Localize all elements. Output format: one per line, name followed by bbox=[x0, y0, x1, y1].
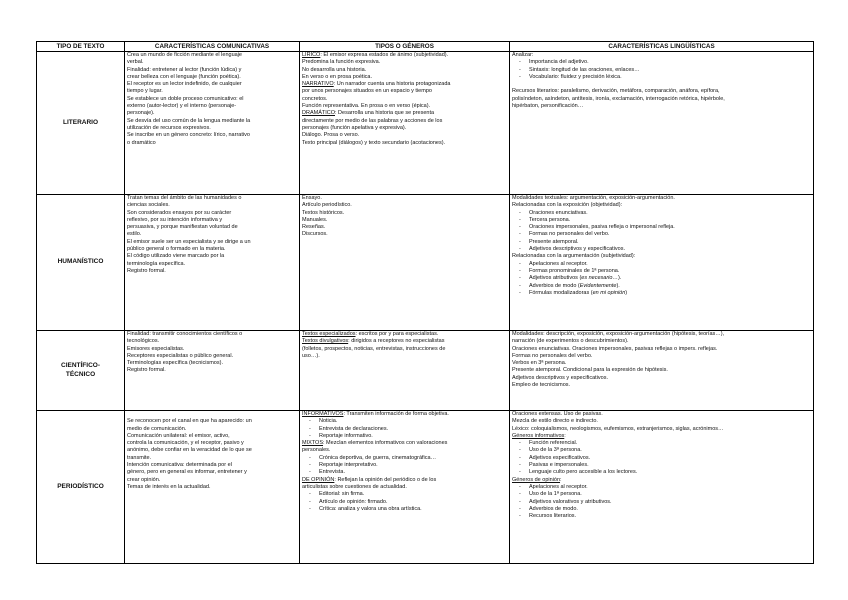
type-literario: LITERARIO bbox=[37, 52, 125, 195]
row-cientifico bbox=[37, 331, 814, 411]
text-line: Recursos literarios: paralelismo, derivación, metáfora, comparación, anáfora, epífora, bbox=[512, 88, 720, 95]
type-cientifico bbox=[37, 331, 125, 411]
text-line: Se inscribe en un género concreto: lírico, narrativo bbox=[127, 132, 250, 139]
text-line: crear opinión. bbox=[127, 476, 161, 483]
cientifico-linguisticas bbox=[510, 331, 814, 411]
text-line: ciencias sociales. bbox=[127, 202, 170, 209]
list-item bbox=[512, 283, 811, 290]
text-line: Tratan temas del ámbito de las humanidades o bbox=[127, 195, 242, 201]
text-line: polisíndeton, asíndeton, antítesis, ironía, exclamación, interrogación retórica, hipérbole, bbox=[512, 95, 725, 102]
list-item: - Lenguaje culto pero accesible a los lectores. bbox=[512, 469, 811, 476]
form-text: Fórmulas modalizadoras ( bbox=[529, 289, 593, 296]
text-line: personaje). bbox=[127, 110, 155, 117]
mixtos-text: : Mezclan elementos informativos con valoraciones bbox=[323, 440, 448, 447]
header-comunicativas: CARACTERÍSTICAS COMUNICATIVAS bbox=[125, 42, 300, 52]
header-linguisticas: CARACTERÍSTICAS LINGÜÍSTICAS bbox=[510, 42, 814, 52]
row-periodistico bbox=[37, 411, 814, 564]
especializados-text: : escritos por y para especialistas. bbox=[355, 331, 439, 337]
list-item: - Presente atemporal. bbox=[512, 239, 811, 246]
adj-close: ). bbox=[617, 275, 622, 282]
text-line: o dramático bbox=[127, 139, 156, 146]
list-item: - Recursos literarios. bbox=[512, 513, 811, 520]
list-item: - Crónica deportiva, de guerra, cinematográfica… bbox=[302, 455, 507, 462]
text-line: Diálogo. Prosa o verso. bbox=[302, 132, 360, 139]
text-line: Se establece un doble proceso comunicativo: el bbox=[127, 95, 244, 102]
text-line: por unos personajes situados en un espacio y tiempo bbox=[302, 88, 432, 95]
text-line: público general o formado en la materia. bbox=[127, 246, 226, 253]
text-line: Adjetivos descriptivos y especificativos. bbox=[512, 374, 608, 381]
genre-item: Reseñas. bbox=[302, 224, 326, 231]
text-line: Terminologías específica (tecnicismos). bbox=[127, 360, 223, 367]
lirico-line bbox=[302, 52, 507, 59]
especializados-line bbox=[302, 331, 507, 338]
text-line: terminología específica. bbox=[127, 260, 186, 267]
text-line: concretos. bbox=[302, 95, 328, 102]
text-line: Oraciones extensas. Uso de pasivas. bbox=[512, 411, 603, 417]
genre-item: Manuales. bbox=[302, 216, 328, 223]
text-line: uso…). bbox=[302, 352, 320, 359]
text-line: Presente atemporal. Condicional para la expresión de hipótesis. bbox=[512, 367, 668, 374]
text-line: Verbos en 3ª persona. bbox=[512, 360, 567, 367]
divulgativos-label: Textos divulgativos bbox=[302, 338, 349, 345]
opinion-text: : Reflejan la opinión del periódico o de los bbox=[334, 476, 437, 483]
text-line: medio de comunicación. bbox=[127, 425, 187, 432]
text-line: Temas de interés en la actualidad. bbox=[127, 483, 211, 490]
list-item: - Función referencial. bbox=[512, 440, 811, 447]
text-line: estilo. bbox=[127, 231, 142, 238]
text-line: tiempo y lugar. bbox=[127, 88, 163, 95]
text-line: Relacionadas con la exposición (objetividad): bbox=[512, 202, 623, 209]
text-line: Receptores especialistas o público general. bbox=[127, 352, 234, 359]
dramatico-label: DRAMÁTICO bbox=[302, 110, 335, 117]
colon: : bbox=[560, 476, 562, 483]
list-item: - Adjetivos descriptivos y especificativos. bbox=[512, 246, 811, 253]
adv-close: ). bbox=[616, 282, 620, 289]
text-line: Registro formal. bbox=[127, 267, 166, 274]
header-tipo: TIPO DE TEXTO bbox=[37, 42, 125, 52]
text-line: personales. bbox=[302, 447, 331, 454]
generos-informativos-label: Géneros informativos bbox=[512, 432, 565, 439]
list-item: - Artículo de opinión: firmado. bbox=[302, 499, 507, 506]
periodistico-generos bbox=[300, 411, 510, 564]
type-humanistico: HUMANÍSTICO bbox=[37, 195, 125, 331]
list-item: - Editorial: sin firma. bbox=[302, 491, 507, 498]
adj-example: es necesario… bbox=[581, 275, 618, 282]
row-humanistico bbox=[37, 195, 814, 331]
adv-text: Adverbios de modo ( bbox=[529, 282, 580, 289]
text-line: narración (de experimentos o descubrimientos). bbox=[512, 338, 629, 345]
text-line: hipérbaton, personificación… bbox=[512, 103, 584, 110]
list-item: - Entrevista. bbox=[302, 469, 507, 476]
type-periodistico: PERIODÍSTICO bbox=[37, 411, 125, 564]
text-line: género, pero en general es informar, entretener y bbox=[127, 469, 247, 476]
text-line: personajes (función apelativa y expresiva). bbox=[302, 124, 407, 131]
text-line: Modalidades: descripción, exposición, exposición-argumentación (hipótesis, teorías…), bbox=[512, 331, 725, 337]
cientifico-generos bbox=[300, 331, 510, 411]
text-line: Finalidad: entretener al lector (función lúdica) y bbox=[127, 66, 242, 73]
list-item: - Adjetivos valorativos y atributivos. bbox=[512, 499, 811, 506]
list-item: - Tercera persona. bbox=[512, 217, 811, 224]
list-item: - Adjetivos especificativos. bbox=[512, 455, 811, 462]
humanistico-generos bbox=[300, 195, 510, 331]
text-line: Crea un mundo de ficción mediante el lenguaje bbox=[127, 52, 242, 58]
literario-comunicativas bbox=[125, 52, 300, 195]
list-item: - Oraciones enunciativas. bbox=[512, 210, 811, 217]
text-line: No desarrolla una historia. bbox=[302, 66, 367, 73]
list-item: - Importancia del adjetivo. bbox=[512, 59, 811, 66]
text-line: Oraciones enunciativas. Oraciones impersonales, pasivas reflejas o impers. reflejas. bbox=[512, 345, 718, 352]
text-line: Predomina la función expresiva. bbox=[302, 59, 381, 66]
mixtos-label: MIXTOS bbox=[302, 440, 323, 447]
text-line: Léxico: coloquialismos, neologismos, eufemismos, extranjerismos, siglas, acrónimos… bbox=[512, 425, 724, 432]
text-line: transmite. bbox=[127, 454, 152, 461]
list-item: - Apelaciones al receptor. bbox=[512, 484, 811, 491]
genre-item: Textos históricos. bbox=[302, 209, 345, 216]
text-line: Mezcla de estilo directo e indirecto. bbox=[512, 418, 598, 425]
list-item: - Apelaciones al receptor. bbox=[512, 261, 811, 268]
text-line: Empleo de tecnicismos. bbox=[512, 382, 571, 389]
text-line: Se reconocen por el canal en que ha aparecido: un bbox=[127, 418, 252, 425]
opinion-line bbox=[302, 477, 507, 484]
text-line: externo (autor-lector) y el interno (personaje- bbox=[127, 103, 237, 110]
periodistico-linguisticas bbox=[510, 411, 814, 564]
form-example: en mi opinión bbox=[592, 289, 626, 296]
text-line: El emisor suele ser un especialista y se dirige a un bbox=[127, 238, 251, 245]
text-line: Finalidad: transmitir conocimientos científicos o bbox=[127, 331, 243, 337]
text-line: Registro formal. bbox=[127, 367, 166, 374]
divulgativos-text: : dirigidos a receptores no especialistas bbox=[348, 338, 445, 345]
lirico-text: : El emisor expresa estados de ánimo (subjetividad). bbox=[320, 52, 449, 58]
text-line: crear belleza con el lenguaje (función poética). bbox=[127, 73, 241, 80]
dramatico-text: : Desarrolla una historia que se presenta bbox=[335, 110, 435, 117]
text-line: Se desvía del uso común de la lengua mediante la bbox=[127, 117, 251, 124]
text-line: utilización de recursos expresivos. bbox=[127, 124, 211, 131]
row-literario bbox=[37, 52, 814, 195]
text-line: verbal. bbox=[127, 59, 144, 66]
list-item: - Reportaje informativo. bbox=[302, 433, 507, 440]
mixtos-line bbox=[302, 440, 507, 447]
genre-item: Discursos. bbox=[302, 231, 328, 238]
literario-linguisticas bbox=[510, 52, 814, 195]
generos-opinion-label: Géneros de opinión bbox=[512, 476, 561, 483]
text-line: tecnológicos. bbox=[127, 338, 160, 345]
genre-item: Artículo periodístico. bbox=[302, 202, 352, 209]
especializados-label: Textos especializados bbox=[302, 331, 356, 337]
informativos-line bbox=[302, 411, 507, 418]
text-line: reflexivo, por su intención informativa y bbox=[127, 216, 223, 223]
text-line: Intención comunicativa: determinada por el bbox=[127, 462, 232, 469]
genre-item: Ensayo. bbox=[302, 195, 322, 201]
cientifico-comunicativas bbox=[125, 331, 300, 411]
informativos-text: : Transmiten información de forma objetiva. bbox=[343, 411, 449, 417]
generos-opinion-line bbox=[512, 477, 811, 484]
text-line: Son considerados ensayos por su carácter bbox=[127, 209, 232, 216]
lirico-label: LÍRICO bbox=[302, 52, 321, 58]
list-item: - Sintaxis: longitud de las oraciones, enlaces… bbox=[512, 67, 811, 74]
narrativo-label: NARRATIVO bbox=[302, 81, 334, 88]
list-item: - Formas pronominales de 1ª persona. bbox=[512, 268, 811, 275]
adj-text: Adjetivos atributivos ( bbox=[529, 275, 582, 282]
type-cientifico-line1: CIENTÍFICO- bbox=[61, 362, 100, 369]
list-item: - Noticia. bbox=[302, 418, 507, 425]
list-item: - Crítica: analiza y valora una obra artística. bbox=[302, 506, 507, 513]
list-item: - Vocabulario: fluidez y precisión léxica. bbox=[512, 74, 811, 81]
text-types-table bbox=[36, 41, 814, 564]
list-item: - Adverbios de modo. bbox=[512, 506, 811, 513]
text-line: Comunicación unilateral: el emisor, activo, bbox=[127, 432, 230, 439]
text-line: En verso o en prosa poética. bbox=[302, 73, 373, 80]
humanistico-comunicativas bbox=[125, 195, 300, 331]
header-row bbox=[37, 42, 814, 52]
periodistico-comunicativas bbox=[125, 411, 300, 564]
list-item: - Uso de la 1ª persona. bbox=[512, 491, 811, 498]
list-item bbox=[512, 290, 811, 297]
list-item: - Formas no personales del verbo. bbox=[512, 231, 811, 238]
text-line: Texto principal (diálogos) y texto secundario (acotaciones). bbox=[302, 139, 446, 146]
adv-example: Evidentemente bbox=[579, 282, 617, 289]
text-line: El receptor es un lector indefinido, de cualquier bbox=[127, 81, 242, 88]
literario-generos bbox=[300, 52, 510, 195]
header-generos: TIPOS O GÉNEROS bbox=[300, 42, 510, 52]
humanistico-linguisticas bbox=[510, 195, 814, 331]
list-item: - Oraciones impersonales, pasiva refleja o impersonal refleja. bbox=[512, 224, 811, 231]
list-item: - Uso de la 3ª persona. bbox=[512, 447, 811, 454]
narrativo-text: : Un narrador cuenta una historia protagonizada bbox=[333, 81, 451, 88]
dramatico-line bbox=[302, 110, 507, 117]
text-line: directamente por medio de las palabras y acciones de los bbox=[302, 117, 443, 124]
text-line: Formas no personales del verbo. bbox=[512, 352, 593, 359]
text-line: persuasiva, y porque manifiestan voluntad de bbox=[127, 224, 238, 231]
generos-informativos-line bbox=[512, 433, 811, 440]
informativos-label: INFORMATIVOS bbox=[302, 411, 344, 417]
form-close: ) bbox=[625, 289, 628, 296]
narrativo-line bbox=[302, 81, 507, 88]
text-line: (folletos, prospectos, noticias, entrevistas, instrucciones de bbox=[302, 345, 446, 352]
list-item bbox=[512, 275, 811, 282]
text-line: Función representativa. En prosa o en verso (épica). bbox=[302, 103, 431, 110]
divulgativos-line bbox=[302, 338, 507, 345]
text-line: controla la comunicación, y el receptor, pasivo y bbox=[127, 440, 244, 447]
opinion-label: DE OPINIÓN bbox=[302, 476, 335, 483]
list-item: - Entrevista de declaraciones. bbox=[302, 426, 507, 433]
list-item: - Reportaje interpretativo. bbox=[302, 462, 507, 469]
type-cientifico-line2: TÉCNICO bbox=[65, 370, 96, 378]
text-line: El código utilizado viene marcado por la bbox=[127, 253, 225, 260]
text-line: Analizar: bbox=[512, 52, 534, 58]
text-line: articulistas sobre cuestiones de actualidad. bbox=[302, 483, 407, 490]
colon: : bbox=[564, 432, 566, 439]
text-line: Modalidades textuales: argumentación, exposición-argumentación. bbox=[512, 195, 675, 201]
list-item: - Pasivas e impersonales. bbox=[512, 462, 811, 469]
text-line: Emisores especialistas. bbox=[127, 345, 185, 352]
text-line: anónimo, debe confiar en la veracidad de lo que se bbox=[127, 447, 252, 454]
text-line: Relacionadas con la argumentación (subjetividad): bbox=[512, 253, 636, 260]
